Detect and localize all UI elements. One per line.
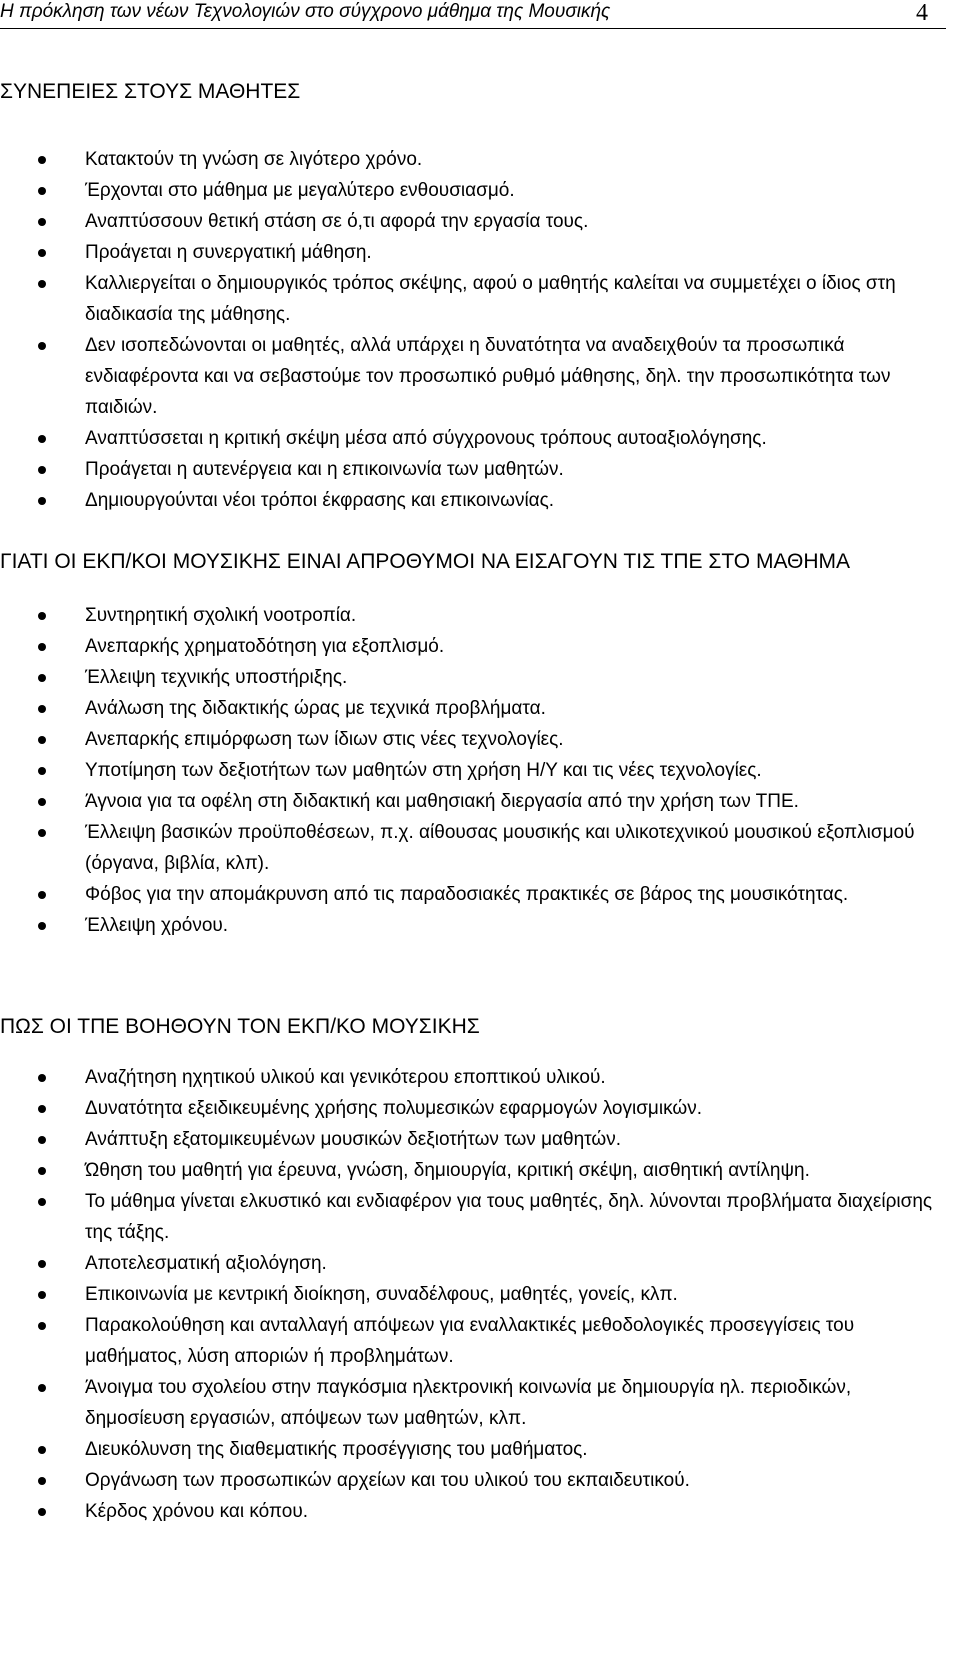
list-item-text: Αναπτύσσουν θετική στάση σε ό,τι αφορά την εργασία τους. (85, 211, 589, 232)
list-item-text: Αναπτύσσεται η κριτική σκέψη μέσα από σύγχρονους τρόπους αυτοαξιολόγησης. (85, 428, 767, 449)
bullet-icon (38, 1198, 46, 1206)
list-item-text: Ανεπαρκής χρηματοδότηση για εξοπλισμό. (85, 636, 445, 657)
list-item (0, 206, 940, 237)
section-heading-benefits: ΠΩΣ ΟΙ ΤΠΕ ΒΟΗΘΟΥΝ ΤΟΝ ΕΚΠ/ΚΟ ΜΟΥΣΙΚΗΣ (0, 1015, 480, 1038)
list-item-text: Ανάλωση της διδακτικής ώρας με τεχνικά προβλήματα. (85, 698, 546, 719)
list-item (0, 175, 940, 206)
list-item-text: Κέρδος χρόνου και κόπου. (85, 1501, 309, 1522)
list-item-text: Προάγεται η συνεργατική μάθηση. (85, 242, 372, 263)
list-item (0, 268, 940, 330)
list-item-text: Άγνοια για τα οφέλη στη διδακτική και μαθησιακή διεργασία από την χρήση των ΤΠΕ. (85, 791, 799, 812)
bullet-icon (38, 736, 46, 744)
bullet-icon (38, 767, 46, 775)
list-item-text: Δημιουργούνται νέοι τρόποι έκφρασης και επικοινωνίας. (85, 490, 555, 511)
list-item (0, 1279, 940, 1310)
bullet-icon (38, 249, 46, 257)
bullet-icon (38, 612, 46, 620)
bullet-icon (38, 280, 46, 288)
list-item (0, 1186, 940, 1248)
bullet-icon (38, 1508, 46, 1516)
bullet-icon (38, 829, 46, 837)
list-item (0, 330, 940, 423)
list-item-text: Κατακτούν τη γνώση σε λιγότερο χρόνο. (85, 149, 423, 170)
bullet-icon (38, 1074, 46, 1082)
bullet-icon (38, 497, 46, 505)
list-item-text: Άνοιγμα του σχολείου στην παγκόσμια ηλεκτρονική κοινωνία με δημιουργία ηλ. περιοδικών, δημοσίευση εργασιών, απόψεων των μαθητών, κλπ. (85, 1377, 852, 1429)
list-item-text: Το μάθημα γίνεται ελκυστικό και ενδιαφέρον για τους μαθητές, δηλ. λύνονται προβλήματα διαχείρισης της τάξης. (85, 1191, 933, 1243)
list-item-text: Φόβος για την απομάκρυνση από τις παραδοσιακές πρακτικές σε βάρος της μουσικότητας. (85, 884, 849, 905)
list-item-text: Έλλειψη χρόνου. (85, 915, 229, 936)
bullet-icon (38, 1105, 46, 1113)
list-item-text: Υποτίμηση των δεξιοτήτων των μαθητών στη χρήση Η/Υ και τις νέες τεχνολογίες. (85, 760, 762, 781)
bullet-icon (38, 1291, 46, 1299)
list-item (0, 1155, 940, 1186)
bullet-icon (38, 435, 46, 443)
list-item (0, 1093, 940, 1124)
bullet-icon (38, 342, 46, 350)
running-title: Η πρόκληση των νέων Τεχνολογιών στο σύγχρονο μάθημα της Μουσικής (0, 1, 611, 22)
list-item (0, 662, 940, 693)
list-item (0, 600, 940, 631)
list-item-text: Προάγεται η αυτενέργεια και η επικοινωνία των μαθητών. (85, 459, 564, 480)
list-item (0, 1372, 940, 1434)
list-item-text: Έρχονται στο μάθημα με μεγαλύτερο ενθουσιασμό. (85, 180, 515, 201)
list-item (0, 786, 940, 817)
list-item (0, 1434, 940, 1465)
bullet-icon (38, 187, 46, 195)
bullet-icon (38, 1322, 46, 1330)
list-item-text: Συντηρητική σχολική νοοτροπία. (85, 605, 357, 626)
section-heading-consequences: ΣΥΝΕΠΕΙΕΣ ΣΤΟΥΣ ΜΑΘΗΤΕΣ (0, 80, 301, 103)
bullet-list-benefits (0, 1062, 940, 1527)
bullet-icon (38, 1136, 46, 1144)
bullet-icon (38, 1167, 46, 1175)
list-item-text: Δεν ισοπεδώνονται οι μαθητές, αλλά υπάρχει η δυνατότητα να αναδειχθούν τα προσωπικά ενδιαφέροντα και να σεβαστούμε τον προσωπικό ρυθμό μάθησης, δηλ. την προσωπικότητα των παιδιών. (85, 335, 891, 418)
bullet-icon (38, 156, 46, 164)
list-item (0, 237, 940, 268)
list-item (0, 1062, 940, 1093)
bullet-icon (38, 1446, 46, 1454)
running-header (0, 0, 946, 29)
list-item-text: Ανάπτυξη εξατομικευμένων μουσικών δεξιοτήτων των μαθητών. (85, 1129, 621, 1150)
bullet-icon (38, 891, 46, 899)
list-item (0, 817, 940, 879)
list-item-text: Δυνατότητα εξειδικευμένης χρήσης πολυμεσικών εφαρμογών λογισμικών. (85, 1098, 702, 1119)
list-item-text: Ώθηση του μαθητή για έρευνα, γνώση, δημιουργία, κριτική σκέψη, αισθητική αντίληψη. (85, 1160, 810, 1181)
bullet-icon (38, 1384, 46, 1392)
section-heading-reluctance: ΓΙΑΤΙ ΟΙ ΕΚΠ/ΚΟΙ ΜΟΥΣΙΚΗΣ ΕΙΝΑΙ ΑΠΡΟΘΥΜΟΙ ΝΑ ΕΙΣΑΓΟΥΝ ΤΙΣ ΤΠΕ ΣΤΟ ΜΑΘΗΜΑ (0, 550, 851, 573)
list-item (0, 144, 940, 175)
list-item (0, 1310, 940, 1372)
list-item-text: Έλλειψη βασικών προϋποθέσεων, π.χ. αίθουσας μουσικής και υλικοτεχνικού μουσικού εξοπλισμού (όργανα, βιβλία, κλπ). (85, 822, 915, 874)
bullet-icon (38, 1477, 46, 1485)
list-item-text: Ανεπαρκής επιμόρφωση των ίδιων στις νέες τεχνολογίες. (85, 729, 564, 750)
bullet-icon (38, 705, 46, 713)
list-item (0, 1124, 940, 1155)
bullet-icon (38, 922, 46, 930)
bullet-icon (38, 643, 46, 651)
list-item (0, 910, 940, 941)
list-item-text: Παρακολούθηση και ανταλλαγή απόψεων για εναλλακτικές μεθοδολογικές προσεγγίσεις του μαθήματος, λύση αποριών ή προβλημάτων. (85, 1315, 855, 1367)
bullet-icon (38, 218, 46, 226)
list-item (0, 693, 940, 724)
bullet-list-consequences (0, 144, 940, 516)
bullet-icon (38, 674, 46, 682)
list-item-text: Επικοινωνία με κεντρική διοίκηση, συναδέλφους, μαθητές, γονείς, κλπ. (85, 1284, 678, 1305)
list-item-text: Καλλιεργείται ο δημιουργικός τρόπος σκέψης, αφού ο μαθητής καλείται να συμμετέχει ο ίδιος στη διαδικασία της μάθησης. (85, 273, 896, 325)
list-item (0, 423, 940, 454)
list-item (0, 724, 940, 755)
list-item-text: Έλλειψη τεχνικής υποστήριξης. (85, 667, 348, 688)
list-item (0, 454, 940, 485)
list-item (0, 879, 940, 910)
page-number: 4 (916, 0, 928, 26)
bullet-icon (38, 1260, 46, 1268)
list-item-text: Αναζήτηση ηχητικού υλικού και γενικότερου εποπτικού υλικού. (85, 1067, 606, 1088)
list-item (0, 1465, 940, 1496)
list-item (0, 1248, 940, 1279)
list-item (0, 631, 940, 662)
list-item-text: Αποτελεσματική αξιολόγηση. (85, 1253, 327, 1274)
list-item (0, 485, 940, 516)
list-item-text: Οργάνωση των προσωπικών αρχείων και του υλικού του εκπαιδευτικού. (85, 1470, 690, 1491)
list-item (0, 755, 940, 786)
list-item-text: Διευκόλυνση της διαθεματικής προσέγγισης του μαθήματος. (85, 1439, 588, 1460)
bullet-icon (38, 466, 46, 474)
bullet-icon (38, 798, 46, 806)
list-item (0, 1496, 940, 1527)
bullet-list-reluctance (0, 600, 940, 941)
